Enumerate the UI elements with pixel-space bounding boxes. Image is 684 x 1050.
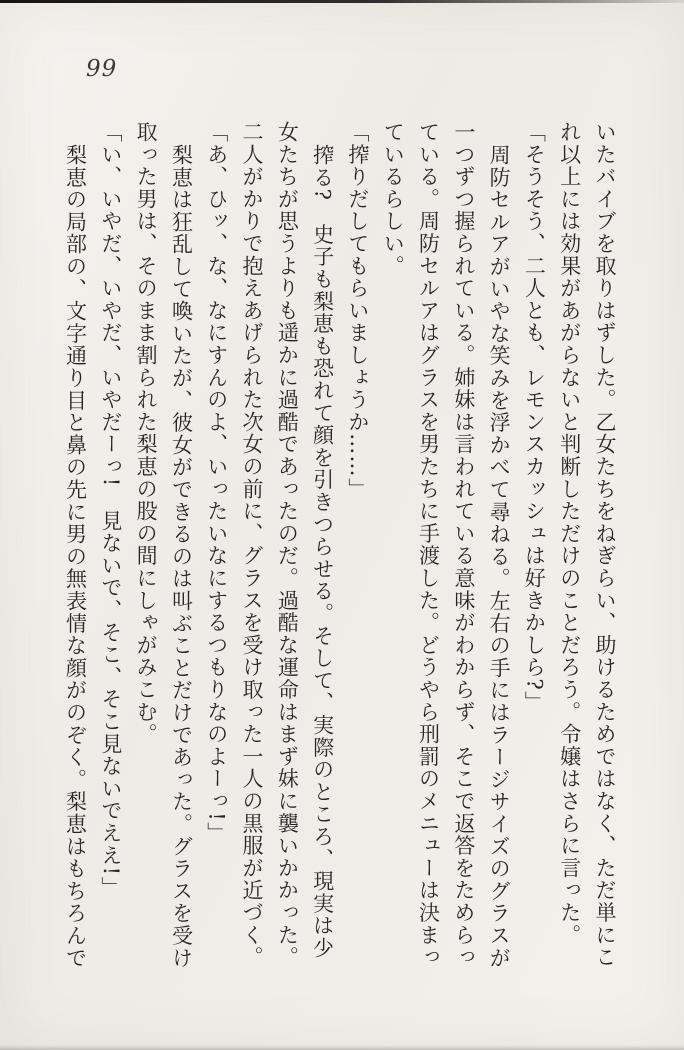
scan-edge-bottom [0, 1045, 684, 1050]
scan-edge-top [0, 0, 684, 3]
text-line: 周防セルアがいやな笑みを浮かべて尋ねる。左右の手にはラージサイズのグラスが [487, 143, 512, 969]
text-columns [57, 121, 622, 995]
text-line: 取った男は、そのまま割られた梨恵の股の間にしゃがみこむ。 [134, 121, 159, 746]
text-line: 一つずつ握られている。姉妹は言われている意味がわからず、そこで返答をためらっ [451, 121, 476, 969]
text-line: いたバイブを取りはずした。乙女たちをねぎらい、助けるためではなく、ただ単にこ [593, 121, 617, 969]
text-line: 「い、いやだ、いやだ、いやだーっ! 見ないで、そこ、そこ見ないでええ!」 [98, 121, 123, 899]
text-line: 「そうそう、二人とも、レモンスカッシュは好きかしら?」 [522, 121, 547, 714]
text-line: ているらしい。 [381, 121, 406, 278]
text-line: 二人がかりで抱えあげられた次女の前に、グラスを受け取った一人の黒服が近づく。 [240, 121, 265, 969]
text-line: ている。周防セルアはグラスを男たちに手渡した。どうやら刑罰のメニューは決まっ [416, 121, 441, 969]
text-line: れ以上には効果があがらないと判断しただけのことだろう。令嬢はさらに言った。 [557, 121, 582, 947]
text-line: 搾る? 史子も梨恵も恐れて顔を引きつらせる。そして、実際のところ、現実は少 [310, 143, 335, 959]
text-line: 梨恵の局部の、文字通り目と鼻の先に男の無表情な顔がのぞく。梨恵はもちろんで [63, 143, 88, 969]
text-line: 「あ、ひッ、な、なにすんのよ、いったいなにするつもりなのよーっ!」 [204, 121, 229, 845]
text-line: 梨恵は狂乱して喚いたが、彼女ができるのは叫ぶことだけであった。グラスを受け [169, 143, 194, 969]
page-number: 99 [86, 56, 118, 82]
text-line: 「搾りだしてもらいましょうか……」 [345, 121, 370, 501]
text-line: 女たちが思うよりも遥かに過酷であったのだ。過酷な運命はまず妹に襲いかかった。 [275, 121, 300, 969]
